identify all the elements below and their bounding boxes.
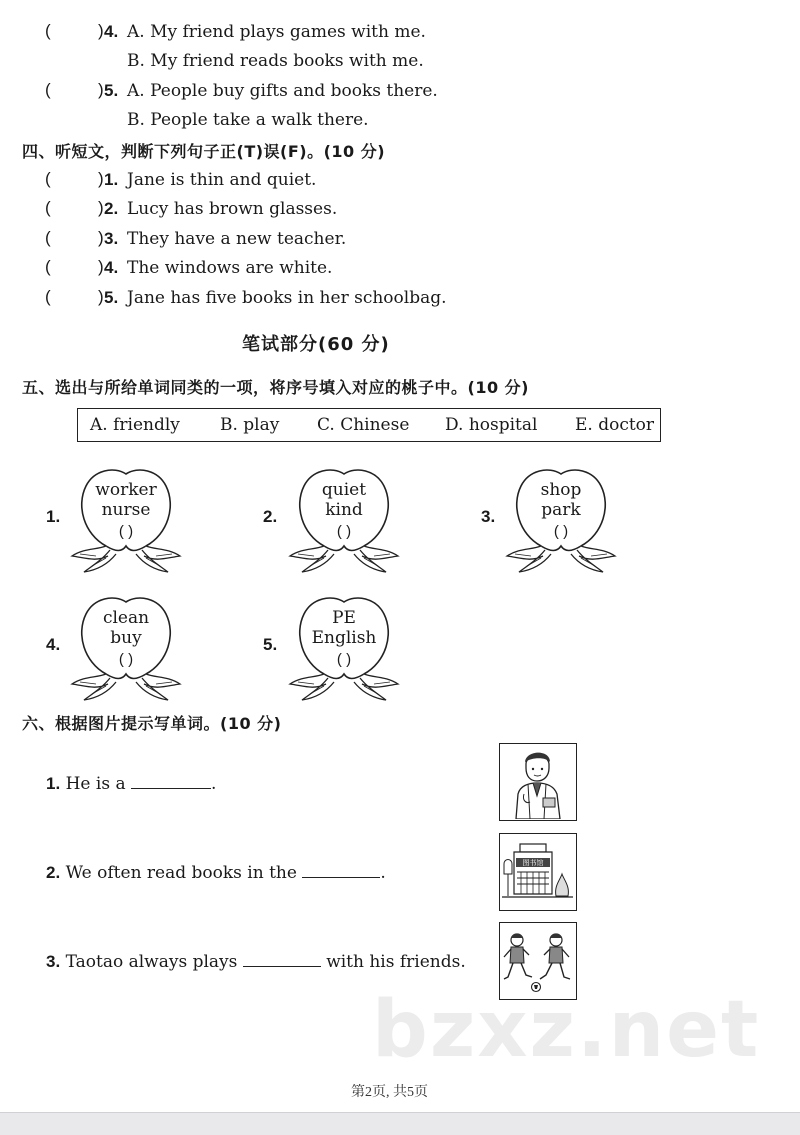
word-option: A. friendly: [90, 415, 180, 435]
answer-paren: ): [98, 257, 104, 276]
option-b-text: B. My friend reads books with me.: [127, 51, 424, 71]
question-number: 4.: [104, 258, 119, 277]
word-option: B. play: [220, 415, 280, 435]
library-picture: [499, 833, 577, 911]
peach-word: English: [311, 628, 377, 648]
answer-paren: ): [98, 169, 104, 188]
question-number: 2.: [46, 863, 61, 882]
section-5-heading: 五、选出与所给单词同类的一项，将序号填入对应的桃子中。(10 分): [22, 378, 529, 397]
peach-word: shop: [540, 480, 582, 500]
section-4-heading: 四、听短文，判断下列句子正(T)误(F)。(10 分): [22, 142, 386, 161]
question-text-end: with his friends.: [326, 952, 466, 972]
question-number: 4.: [104, 22, 119, 41]
peach-number: 2.: [263, 507, 278, 526]
peach-answer-paren: ( ): [118, 651, 134, 668]
answer-paren-close: ): [98, 80, 104, 99]
watermark-text: bzxz.net: [372, 985, 761, 1075]
peach-card: [284, 466, 404, 576]
answer-paren: ): [98, 198, 104, 217]
viewer-bottom-bar: [0, 1112, 800, 1135]
peach-card: [284, 594, 404, 704]
peach-word: kind: [325, 500, 363, 520]
option-a-text: A. People buy gifts and books there.: [127, 81, 438, 101]
peach-answer-paren: ( ): [336, 651, 352, 668]
word-option: D. hospital: [445, 415, 538, 435]
option-b-text: B. People take a walk there.: [127, 110, 369, 130]
peach-word: PE: [332, 608, 356, 628]
peach-word: park: [541, 500, 581, 520]
answer-paren: (: [45, 169, 51, 188]
peach-answer-paren: ( ): [118, 523, 134, 540]
library-sign: 图书馆: [522, 859, 544, 867]
question-text: Taotao always plays: [65, 952, 238, 972]
answer-paren: (: [45, 198, 51, 217]
doctor-picture: [499, 743, 577, 821]
peach-word: clean: [102, 608, 150, 628]
section-6-heading: 六、根据图片提示写单词。(10 分): [22, 714, 282, 733]
peach-word: nurse: [101, 500, 151, 520]
peach-number: 5.: [263, 635, 278, 654]
question-number: 3.: [104, 229, 119, 248]
peach-number: 4.: [46, 635, 61, 654]
statement-text: The windows are white.: [127, 258, 333, 278]
question-number: 2.: [104, 199, 119, 218]
statement-text: Jane has five books in her schoolbag.: [127, 288, 447, 308]
question-text-end: .: [211, 774, 217, 794]
question-text: We often read books in the: [65, 863, 297, 883]
fill-in-question: [46, 861, 386, 884]
statement-text: Lucy has brown glasses.: [127, 199, 338, 219]
peach-answer-paren: ( ): [336, 523, 352, 540]
word-option: C. Chinese: [317, 415, 410, 435]
library-icon: [500, 834, 575, 909]
answer-paren: ): [98, 287, 104, 306]
fill-in-question: [46, 772, 216, 795]
answer-blank[interactable]: [302, 861, 380, 878]
answer-blank[interactable]: [131, 772, 211, 789]
statement-text: Jane is thin and quiet.: [127, 170, 317, 190]
question-number: 5.: [104, 288, 119, 307]
fill-in-question: [46, 950, 466, 973]
question-text-end: .: [380, 863, 386, 883]
page-number-footer: 第2页, 共5页: [351, 1085, 428, 1100]
answer-paren-open: (: [45, 80, 51, 99]
peach-card: [501, 466, 621, 576]
written-part-title: 笔试部分(60 分): [242, 334, 390, 355]
word-bank-box: [77, 408, 661, 442]
peach-answer-paren: ( ): [553, 523, 569, 540]
doctor-icon: [500, 744, 575, 819]
answer-paren: (: [45, 257, 51, 276]
answer-paren: ): [98, 228, 104, 247]
question-text: He is a: [65, 774, 126, 794]
peach-card: [66, 594, 186, 704]
peach-word: quiet: [321, 480, 367, 500]
answer-paren: (: [45, 228, 51, 247]
question-number: 1.: [46, 774, 61, 793]
answer-paren: (: [45, 287, 51, 306]
answer-paren-open: (: [45, 21, 51, 40]
question-number: 1.: [104, 170, 119, 189]
answer-blank[interactable]: [243, 950, 321, 967]
answer-paren-close: ): [98, 21, 104, 40]
peach-card: [66, 466, 186, 576]
statement-text: They have a new teacher.: [127, 229, 347, 249]
question-number: 5.: [104, 81, 119, 100]
peach-word: buy: [110, 628, 142, 648]
question-number: 3.: [46, 952, 61, 971]
peach-number: 3.: [481, 507, 496, 526]
option-a-text: A. My friend plays games with me.: [127, 22, 426, 42]
peach-word: worker: [95, 480, 157, 500]
peach-number: 1.: [46, 507, 61, 526]
word-option: E. doctor: [575, 415, 655, 435]
